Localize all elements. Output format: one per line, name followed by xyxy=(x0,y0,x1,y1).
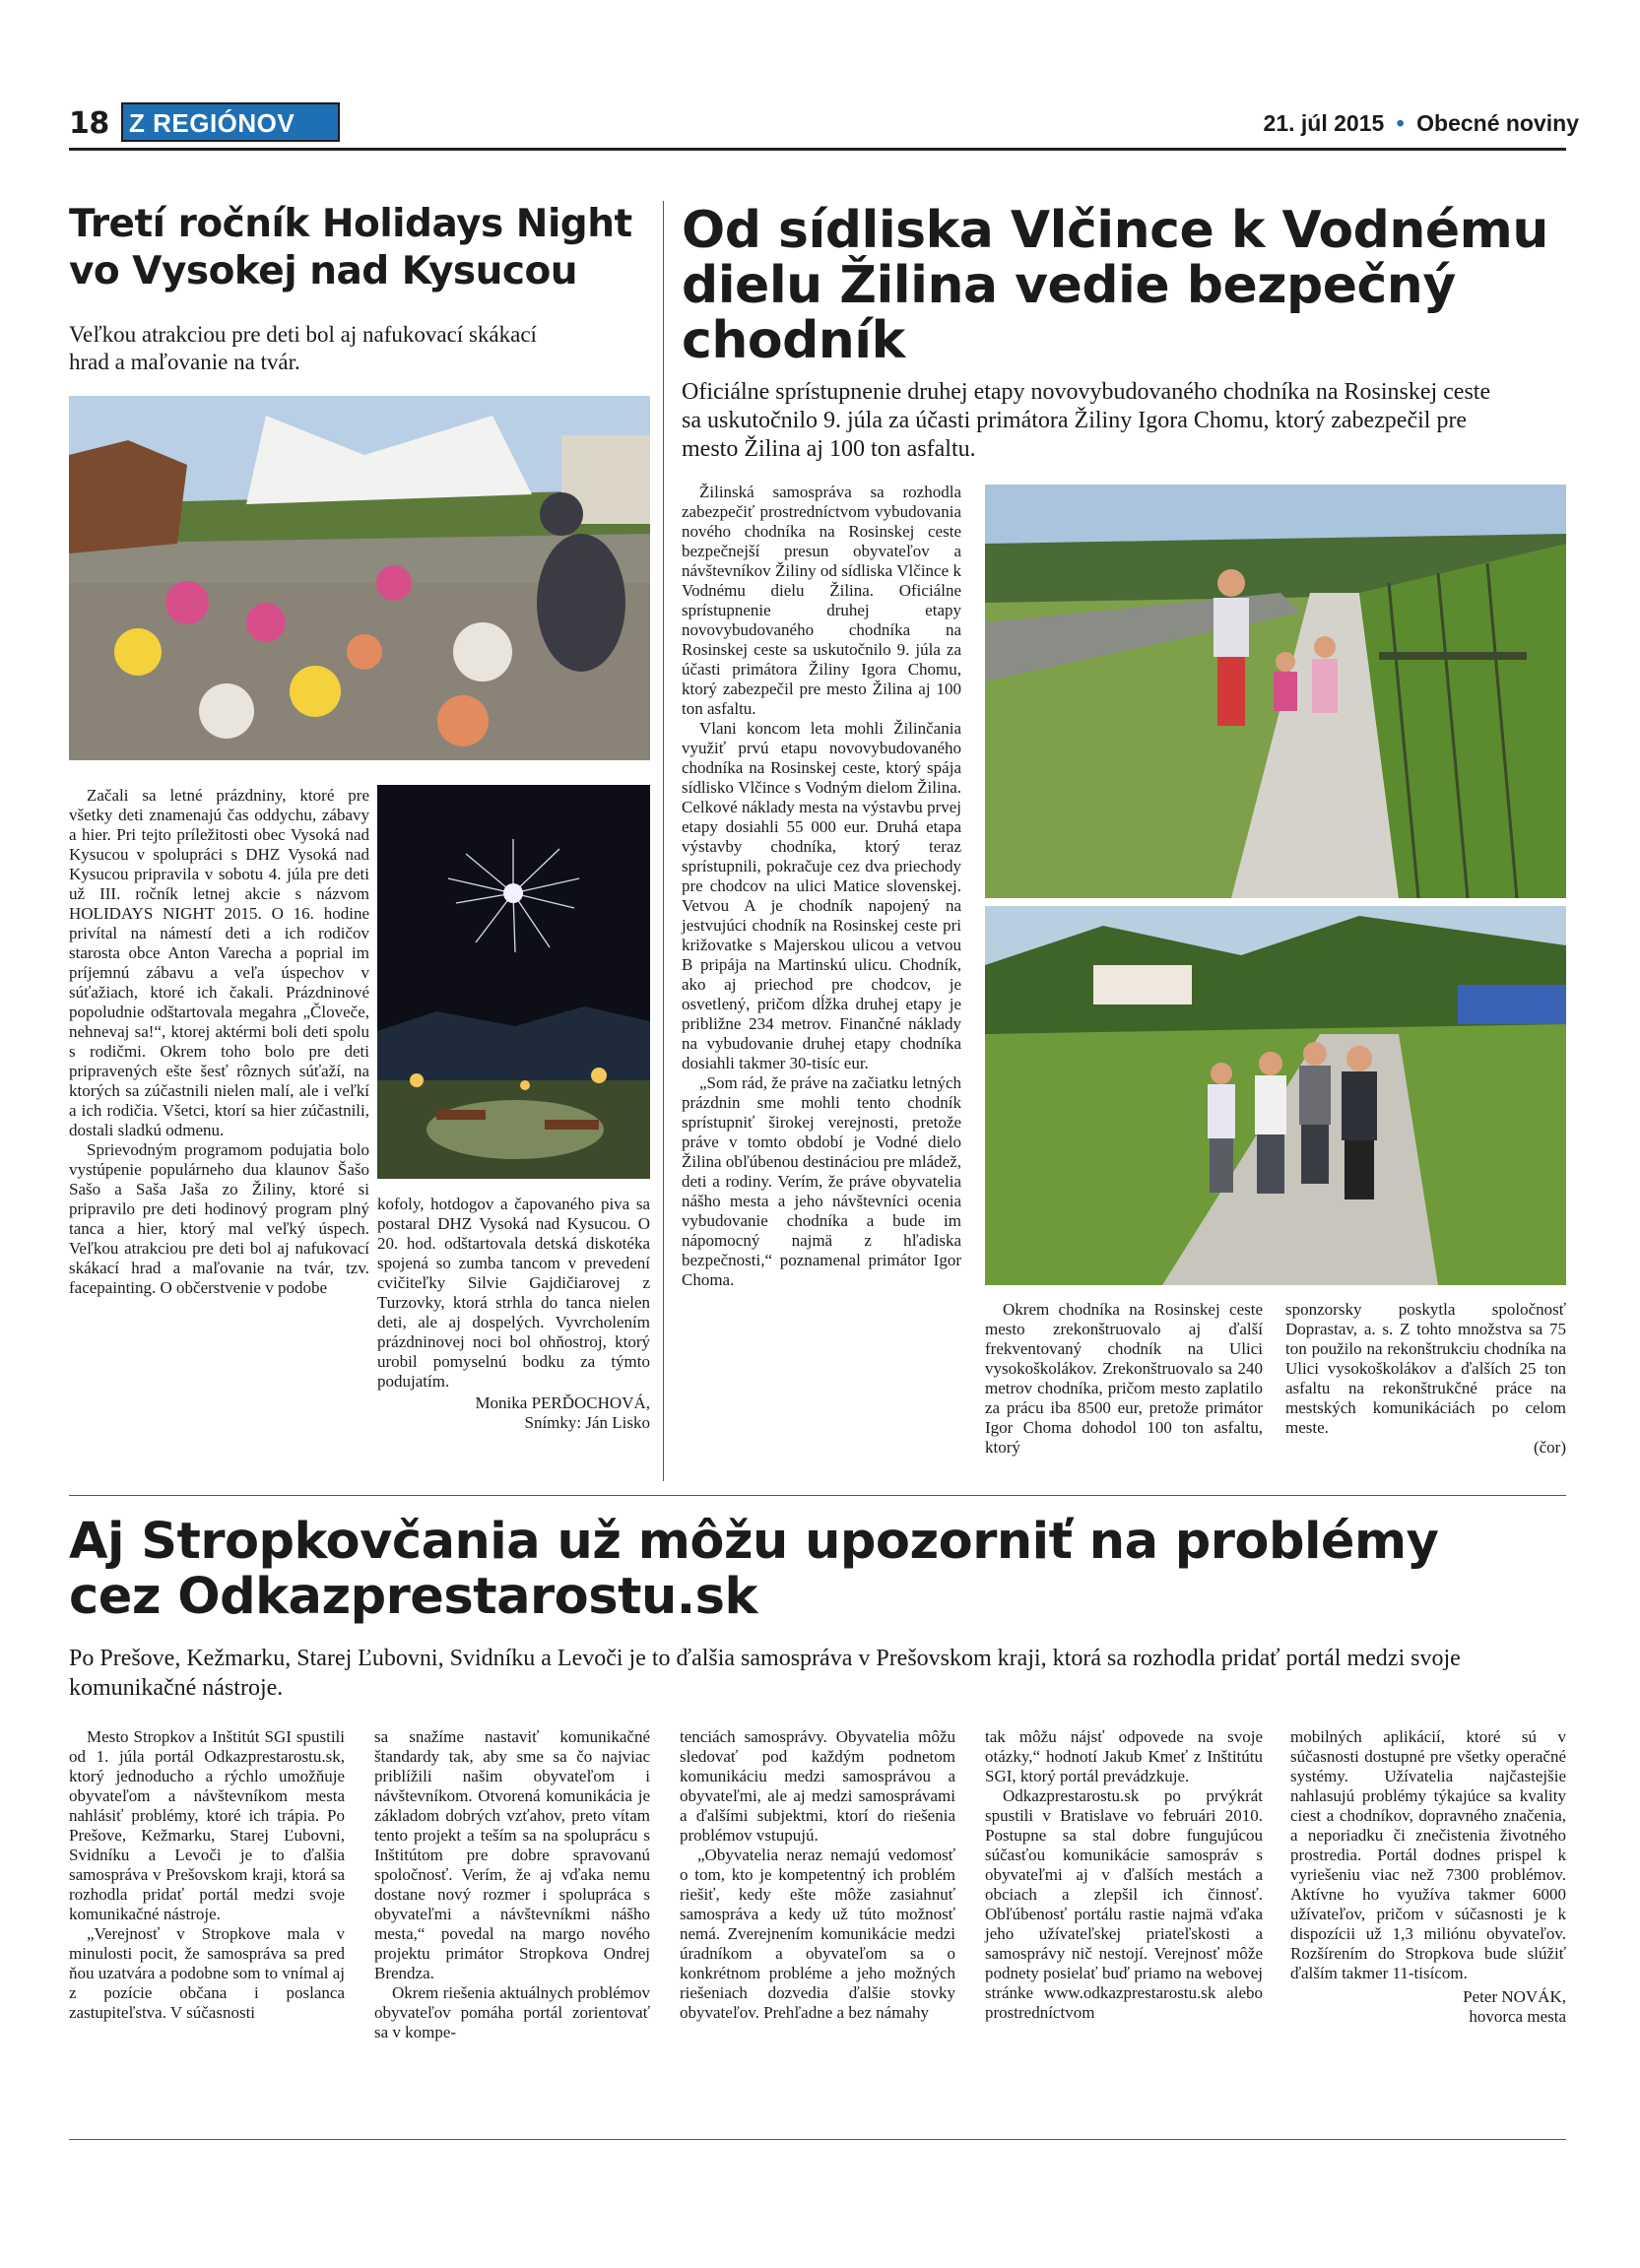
article1-photo-credit: Snímky: Ján Lisko xyxy=(524,1413,650,1432)
article1-photo-fireworks xyxy=(377,785,650,1179)
article1-author: Monika PERĎOCHOVÁ, xyxy=(475,1393,650,1412)
article1-paragraph: kofoly, hotdogov a čapovaného piva sa postaral DHZ Vysoká nad Kysucou. O 20. hod. odštartovala detská diskotéka spojená so zumba tancom v prevedení cvičiteľky Silvie Gajdičiarovej z Turzovky, ktorá strhla do tanca nielen deti, ale aj dospelých. Vyvrcholením prázdninovej noci bol ohňostroj, ktorý urobil pomyselnú bodku za týmto podujatím. xyxy=(377,1195,650,1391)
fireworks-image xyxy=(377,785,650,1179)
article3-column4 xyxy=(985,1727,1263,2023)
article2-photo-officials xyxy=(985,906,1566,1285)
issue-date: 21. júl 2015 xyxy=(1263,110,1385,136)
section-divider xyxy=(69,1495,1566,1496)
article1-title xyxy=(69,201,660,295)
article1-title-line2: vo Vysokej nad Kysucou xyxy=(69,249,578,293)
article2-paragraph: Okrem chodníka na Rosinskej ceste mesto zrekonštruovalo aj ďalší frekventovaný chodník na Ulici vysokoškolákov. Zrekonštruovalo sa 240 metrov chodníka, pričom mesto zaplatilo za prácu iba 8500 eur, pretože primátor Igor Choma dohodol 100 ton asfaltu, ktorý xyxy=(985,1300,1263,1457)
publication-name: Obecné noviny xyxy=(1416,110,1579,136)
article3-paragraph: „Verejnosť v Stropkove mala v minulosti pocit, že samospráva sa pred ňou uzatvára a podobne som to vnímal aj z pozície občana i poslanca zastupiteľstva. V súčasnosti xyxy=(69,1924,345,2022)
article2-paragraph: Žilinská samospráva sa rozhodla zabezpečiť prostredníctvom vybudovania nového chodníka na Rosinskej ceste bezpečnejší presun obyvateľov a návštevníkov Žiliny od sídliska Vlčince k Vodnému dielu Žilina. Oficiálne sprístupnenie druhej etapy novovybudovaného chodníka na Rosinskej ceste sa uskutočnilo 9. júla za účasti primátora Žiliny Igora Chomu, ktorý zabezpečil pre mesto Žilina aj 100 ton asfaltu. xyxy=(682,483,961,718)
article3-paragraph: tenciách samosprávy. Obyvatelia môžu sledovať pod každým podnetom komunikáciu medzi samosprávou a obyvateľmi, ale aj medzi samosprávami a ďalšími subjektmi, ktorí do riešenia problémov vstupujú. xyxy=(680,1727,955,1845)
issue-info xyxy=(1264,110,1579,137)
masthead-rule xyxy=(69,148,1566,151)
issue-bullet: • xyxy=(1396,110,1405,136)
article3-lead: Po Prešove, Kežmarku, Starej Ľubovni, Svidníku a Levoči je to ďalšia samospráva v Prešovskom kraji, ktorá sa rozhodla pridať portál medzi svoje komunikačné nástroje. xyxy=(69,1646,1461,1701)
article3-title xyxy=(69,1515,1566,1625)
article3-title-line1: Aj Stropkovčania už môžu upozorniť na problémy xyxy=(69,1513,1439,1571)
article1-lead: Veľkou atrakciou pre deti bol aj nafukovací skákací hrad a maľovanie na tvár. xyxy=(69,322,537,374)
column-divider xyxy=(663,201,664,1481)
article3-paragraph: Odkazprestarostu.sk po prvýkrát spustili v Bratislave vo februári 2010. Postupne sa stal dobre fungujúcou súčasťou komunikácie samospráv s obyvateľmi aj v ďalších mestách a obciach a zlepšil ich činnosť. Obľúbenosť portálu rastie najmä vďaka jeho užívateľskej priateľskosti a samosprávy nič nestojí. Verejnosť môže podnety posielať buď priamo na webovej stránke www.odkazprestarostu.sk alebo prostredníctvom xyxy=(985,1786,1263,2022)
article3-author: Peter NOVÁK, xyxy=(1463,1987,1566,2006)
article2-photo-walkway xyxy=(985,485,1566,898)
article3-title-line2: cez Odkazprestarostu.sk xyxy=(69,1568,757,1626)
article2-title-line2: dielu Žilina vedie bezpečný xyxy=(682,256,1456,315)
article3-paragraph: tak môžu nájsť odpovede na svoje otázky,“ hodnotí Jakub Kmeť z Inštitútu SGI, ktorý portál prevádzkuje. xyxy=(985,1727,1263,1785)
article2-title-line1: Od sídliska Vlčince k Vodnému xyxy=(682,201,1548,260)
children-dancing-image xyxy=(69,396,650,760)
article2-paragraph: Vlani koncom leta mohli Žilinčania využiť prvú etapu novovybudovaného chodníka na Rosinskej ceste, ktorý spája sídlisko Vlčince s Vodným dielom Žilina. Celkové náklady mesta na výstavbu prvej etapy dosiahli 55 000 eur. Druhá etapa výstavby chodníka, ktorý teraz sprístupnili, pokračuje cez dva priechody pre chodcov na ulici Matice slovenskej. Vetvou A je chodník napojený na jestvujúci chodník na Rosinskej ceste pri križovatke s Majerskou ulicou a vetvou B pripája na Martinskú ulicu. Chodník, ako aj priechod pre chodcov, je osvetlený, pričom dĺžka druhej etapy je približne 234 metrov. Finančné náklady na vybudovanie druhej etapy chodníka dosiahli takmer 30-tisíc eur. xyxy=(682,719,961,1072)
article3-column2 xyxy=(374,1727,650,2042)
article3-paragraph: sa snažíme nastaviť komunikačné štandardy tak, aby sme sa čo najviac priblížili našim obyvateľom i návštevníkom. Otvorená komunikácia je základom dobrých vzťahov, preto vítam tento projekt a teším sa na spoluprácu s Inštitútom pre dobre spravovanú spoločnosť. Verím, že aj vďaka nemu dostane nový rozmer i spolupráca s obyvateľmi a návštevníkmi nášho mesta,“ povedal na margo nového projektu primátor Stropkova Ondrej Brendza. xyxy=(374,1727,650,1982)
article1-paragraph: Začali sa letné prázdniny, ktoré pre všetky deti znamenajú čas oddychu, zábavy a hier. Pri tejto príležitosti obec Vysoká nad Kysucou v spolupráci s DHZ Vysoká nad Kysucou pripravila v sobotu 4. júla pre deti už III. ročník letnej akcie s názvom HOLIDAYS NIGHT 2015. O 16. hodine privítal na námestí deti a ich rodičov starosta obce Anton Varecha a poprial im príjemnú zábavu a veľa úspechov v súťažiach, ktoré ich čakali. Prázdninové popoludnie odštartovala megahra „Človeče, nehnevaj sa!“, ktorej aktérmi boli deti spolu s rodičmi. Okrem toho bolo pre deti pripravených ešte šesť rôznych súťaží, na ktorých sa zúčastnili nielen malí, ale i veľkí a ich rodičia. Všetci, ktorí sa hier zúčastnili, dostali sladkú odmenu. xyxy=(69,786,369,1139)
article3-paragraph: mobilných aplikácií, ktoré sú v súčasnosti dostupné pre všetky operačné systémy. Užívatelia najčastejšie nahlasujú problémy týkajúce sa kvality ciest a chodníkov, dopravného značenia, a neporiadku či znečistenia životného prostredia. Portál dodnes prispel k vyriešeniu viac než 7300 problémov. Aktívne ho využíva takmer 6000 užívateľov, pričom v súčasnosti je k dispozícii už 1,3 miliónu obyvateľov. Rozšírením do Stropkova bude slúžiť ďalším takmer 11-tisícom. xyxy=(1290,1727,1566,1982)
article2-paragraph: „Som rád, že práve na začiatku letných prázdnin sme mohli tento chodník sprístupniť širokej verejnosti, pretože práve v tomto období je Vodné dielo Žilina obľúbenou destináciou pre mládež, deti a rodiny. Verím, že práve obyvatelia nášho mesta a jeho návštevníci ocenia vybudovanie chodníka a bude im nápomocný najmä z hľadiska bezpečnosti,“ poznamenal primátor Igor Choma. xyxy=(682,1073,962,1289)
article2-paragraph: sponzorsky poskytla spoločnosť Doprastav, a. s. Z tohto množstva sa 75 ton použilo na rekonštrukciu chodníka na Ulici vysokoškolákov a ďalších 25 ton asfaltu na rekonštrukčné práce na mestských komunikáciách po celom meste. xyxy=(1285,1300,1566,1437)
article2-title xyxy=(682,203,1568,368)
article2-column2 xyxy=(985,1300,1263,1458)
article3-column1 xyxy=(69,1727,345,2023)
article3-paragraph: „Obyvatelia neraz nemajú vedomosť o tom, kto je kompetentný ich problém riešiť, kedy ešte môže zasiahnuť samospráva a kedy už túto možnosť nemá. Zverejnením komunikácie medzi úradníkom a obyvateľom sa o konkrétnom probléme a jeho možných riešeniach dozvedia ďalšie stovky obyvateľov. Prehľadne a bez námahy xyxy=(680,1846,955,2022)
article1-column2 xyxy=(377,1195,650,1433)
section-label-text: Z REGIÓNOV xyxy=(129,108,295,138)
article3-author-role: hovorca mesta xyxy=(1469,2007,1566,2026)
article2-column3 xyxy=(1285,1300,1566,1458)
article3-column3 xyxy=(680,1727,955,2023)
article1-title-line1: Tretí ročník Holidays Night xyxy=(69,202,632,246)
officials-walking-image xyxy=(985,906,1566,1285)
section-label xyxy=(121,102,340,142)
article3-column5 xyxy=(1290,1727,1566,2027)
footer-rule xyxy=(69,2139,1566,2140)
article1-column1 xyxy=(69,786,369,1298)
page-number: 18 xyxy=(69,106,109,141)
article3-paragraph: Okrem riešenia aktuálnych problémov obyvateľov pomáha portál zorientovať sa v kompe- xyxy=(374,1983,650,2041)
article2-column1 xyxy=(682,483,961,1290)
walkway-family-image xyxy=(985,485,1566,898)
article2-title-line3: chodník xyxy=(682,311,905,370)
article1-paragraph: Sprievodným programom podujatia bolo vystúpenie populárneho dua klaunov Šašo Sašo a Saša Jaša zo Žiliny, ktoré si pripravilo pre deti hodinový program plný tanca a hier, ktorý mal veľký úspech. Veľkou atrakciou pre deti bol aj nafukovací skákací hrad a maľovanie na tvár, tzv. facepainting. O občerstvenie v podobe xyxy=(69,1140,369,1297)
article1-photo-children xyxy=(69,396,650,760)
article2-lead: Oficiálne sprístupnenie druhej etapy novovybudovaného chodníka na Rosinskej ceste sa uskutočnilo 9. júla za účasti primátora Žiliny Igora Chomu, ktorý zabezpečil pre mesto Žilina aj 100 ton asfaltu. xyxy=(682,379,1491,462)
article2-signature: (čor) xyxy=(1533,1438,1566,1457)
article3-paragraph: Mesto Stropkov a Inštitút SGI spustili od 1. júla portál Odkazprestarostu.sk, ktorý jednoducho a rýchlo umožňuje obyvateľom a návštevníkom mesta nahlásiť problémy, ktoré ich trápia. Po Prešove, Kežmarku, Starej Ľubovni, Svidníku a Levoči je to ďalšia samospráva v Prešovskom kraji, ktorá sa rozhodla pridať portál medzi svoje komunikačné nástroje. xyxy=(69,1727,345,1923)
